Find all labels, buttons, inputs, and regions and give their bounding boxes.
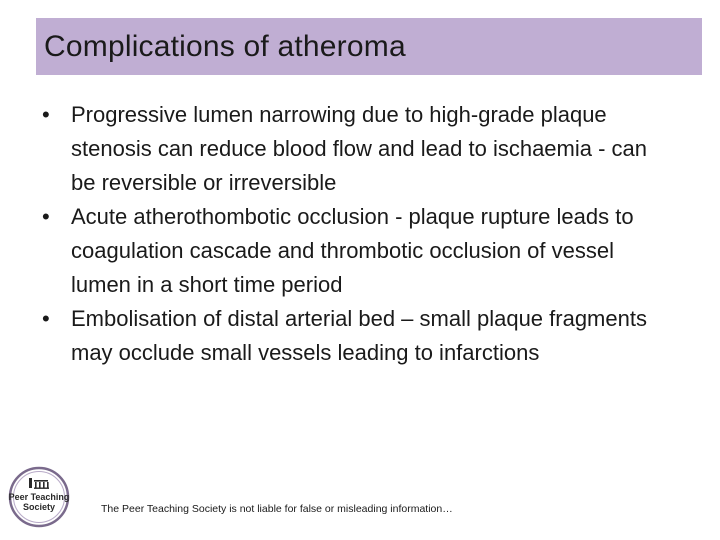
bullet-dot-icon: •	[42, 102, 50, 127]
peer-teaching-society-logo-icon	[8, 466, 70, 528]
bullet-text: Acute atherothombotic occlusion - plaque rupture leads to coagulation cascade and thrombotic occlusion of vessel lumen in a short time period	[71, 204, 634, 297]
bullet-dot-icon: •	[42, 204, 50, 229]
bullet-item	[36, 200, 676, 302]
bullet-dot-icon: •	[42, 306, 50, 331]
slide-title: Complications of atheroma	[44, 29, 406, 63]
bullet-item	[36, 302, 676, 370]
bullet-item	[36, 98, 676, 200]
logo-line-1: Peer Teaching	[8, 492, 70, 502]
bullet-text: Progressive lumen narrowing due to high-grade plaque stenosis can reduce blood flow and lead to ischaemia - can be reversible or irreversible	[71, 102, 648, 195]
logo-line-2: Society	[22, 502, 56, 512]
footer-disclaimer: The Peer Teaching Society is not liable for false or misleading information…	[101, 503, 453, 515]
bullet-list	[36, 98, 676, 370]
title-bar	[36, 18, 702, 75]
bullet-text: Embolisation of distal arterial bed – small plaque fragments may occlude small vessels leading to infarctions	[71, 306, 647, 365]
